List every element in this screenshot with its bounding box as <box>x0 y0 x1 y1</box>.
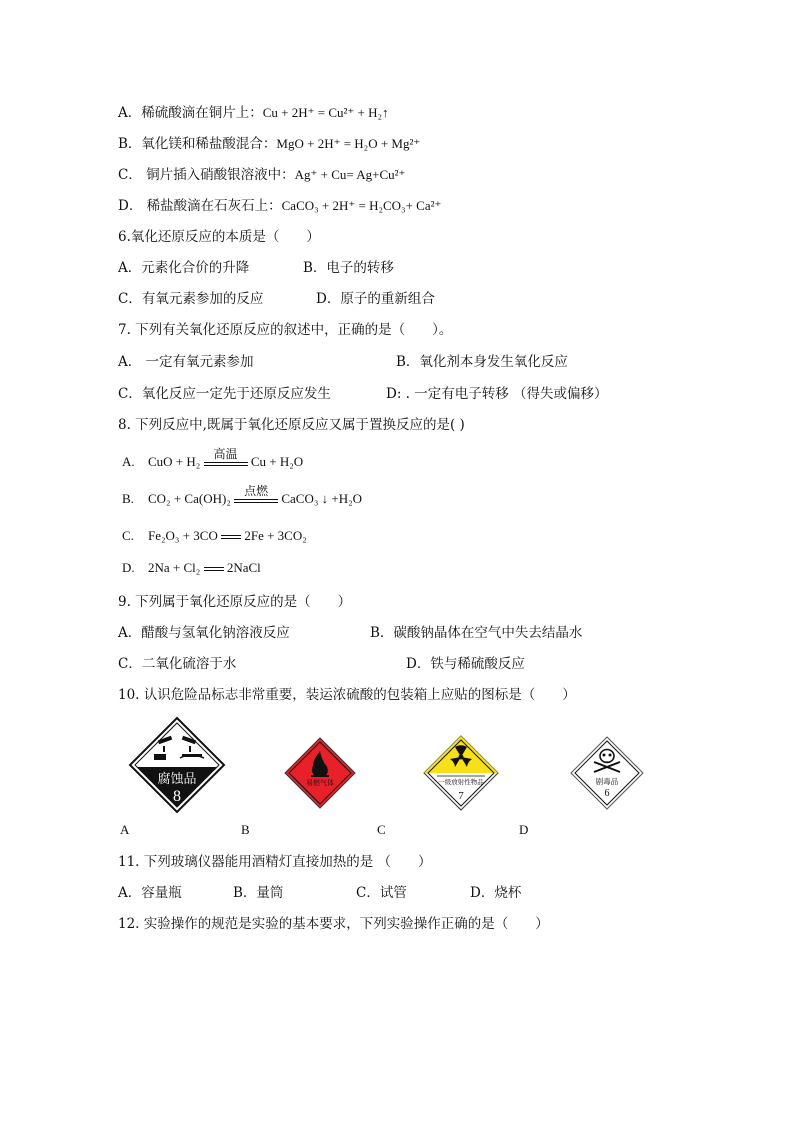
q5-option-b <box>118 135 420 153</box>
radioactive-sign-number: 7 <box>458 790 464 802</box>
q6-stem: 6.氧化还原反应的本质是（ ） <box>118 229 320 245</box>
q8-option-a-condition: 高温 <box>213 447 238 462</box>
q8-option-b-reactants: CO₂ + Ca(OH)₂ <box>148 491 231 506</box>
corrosive-sign-number: 8 <box>173 788 181 805</box>
toxic-sign-icon <box>570 736 644 810</box>
q11-option-c: C．试管 <box>356 885 407 901</box>
q6-option-d: D．原子的重新组合 <box>316 291 435 307</box>
q8-option-c <box>122 527 307 545</box>
q8-option-c-equals-sign <box>221 535 241 539</box>
q5-option-a <box>118 104 389 122</box>
q11-stem: 11. 下列玻璃仪器能用酒精灯直接加热的是 （ ） <box>118 854 432 870</box>
sign-letter-a: A <box>120 822 130 837</box>
q11-option-d: D．烧杯 <box>470 885 522 901</box>
radioactive-sign-icon <box>423 735 499 811</box>
q6-option-b: B．电子的转移 <box>303 260 394 276</box>
q5-option-c-equation: Ag⁺ + Cu= Ag+Cu²⁺ <box>294 167 406 182</box>
q9-option-a: A．醋酸与氢氧化钠溶液反应 <box>118 625 290 641</box>
q8-option-a-label: A. <box>122 454 135 469</box>
q9-option-c: C．二氧化硫溶于水 <box>118 656 237 672</box>
radioactive-sign-text: 一级放射性物品 <box>438 778 484 786</box>
q5-option-b-equation: MgO + 2H⁺ = H₂O + Mg²⁺ <box>276 136 421 151</box>
q8-option-b-equals-sign <box>234 484 278 503</box>
q8-option-a-products: Cu + H₂O <box>250 454 304 469</box>
q5-option-a-equation: Cu + 2H⁺ = Cu²⁺ + H₂↑ <box>262 105 389 120</box>
q8-option-b-label: B. <box>122 491 134 506</box>
q7-stem: 7. 下列有关氧化还原反应的叙述中，正确的是（ ）。 <box>118 322 453 338</box>
q8-option-d-equals-sign <box>204 567 224 571</box>
q5-option-b-label: B．氧化镁和稀盐酸混合： <box>118 136 277 152</box>
q5-option-a-label: A．稀硫酸滴在铜片上： <box>118 105 263 121</box>
toxic-sign-number: 6 <box>604 788 610 799</box>
q7-option-b: B．氧化剂本身发生氧化反应 <box>396 354 568 370</box>
q5-option-c-label: C． 铜片插入硝酸银溶液中： <box>118 167 295 183</box>
q8-option-b-condition: 点燃 <box>244 484 269 499</box>
q8-stem: 8. 下列反应中,既属于氧化还原反应又属于置换反应的是( ) <box>118 417 465 433</box>
q6-option-c: C．有氧元素参加的反应 <box>118 291 264 307</box>
q8-option-c-products: 2Fe + 3CO₂ <box>244 528 307 543</box>
flammable-gas-sign-icon <box>284 737 356 809</box>
q8-option-a-reactants: CuO + H₂ <box>148 454 201 469</box>
q8-option-d <box>122 559 261 577</box>
q9-stem: 9. 下列属于氧化还原反应的是（ ） <box>118 594 352 610</box>
q10-stem: 10. 认识危险品标志非常重要，装运浓硫酸的包装箱上应贴的图标是（ ） <box>118 687 576 703</box>
q8-option-d-products: 2NaCl <box>226 560 261 575</box>
q8-option-a <box>122 447 304 471</box>
q8-option-c-reactants: Fe₂O₃ + 3CO <box>148 528 218 543</box>
q5-option-c <box>118 166 405 184</box>
toxic-sign-text: 剧毒品 <box>595 777 619 786</box>
q8-option-d-label: D. <box>122 560 135 575</box>
q7-option-a: A． 一定有氧元素参加 <box>118 354 254 370</box>
q7-option-c: C．氧化反应一定先于还原反应发生 <box>118 386 331 402</box>
q6-option-a: A．元素化合价的升降 <box>118 260 250 276</box>
q8-option-d-reactants: 2Na + Cl₂ <box>148 560 201 575</box>
sign-letter-c: C <box>377 822 386 837</box>
flammable-gas-sign-text: 易燃气体 <box>306 779 334 787</box>
sign-letter-b: B <box>241 822 250 837</box>
q5-option-d-label: D． 稀盐酸滴在石灰石上： <box>118 198 282 214</box>
corrosive-sign-text: 腐蚀品 <box>157 772 197 787</box>
corrosive-sign-icon <box>128 716 226 814</box>
q8-option-b-products: CaCO₃ ↓ +H₂O <box>281 491 363 506</box>
q9-option-d: D．铁与稀硫酸反应 <box>406 656 525 672</box>
q8-option-a-equals-sign <box>204 447 248 466</box>
q5-option-d <box>118 197 441 215</box>
q12-stem: 12. 实验操作的规范是实验的基本要求，下列实验操作正确的是（ ） <box>118 916 549 932</box>
q11-option-a: A．容量瓶 <box>118 885 182 901</box>
q9-option-b: B．碳酸钠晶体在空气中失去结晶水 <box>370 625 583 641</box>
q5-option-d-equation: CaCO₃ + 2H⁺ = H₂CO₃+ Ca²⁺ <box>281 198 442 213</box>
q7-option-d: D: . 一定有电子转移 （得失或偏移） <box>386 386 608 402</box>
q8-option-c-label: C. <box>122 528 134 543</box>
q11-option-b: B．量筒 <box>233 885 284 901</box>
sign-letter-d: D <box>519 822 529 837</box>
q8-option-b <box>122 484 363 508</box>
